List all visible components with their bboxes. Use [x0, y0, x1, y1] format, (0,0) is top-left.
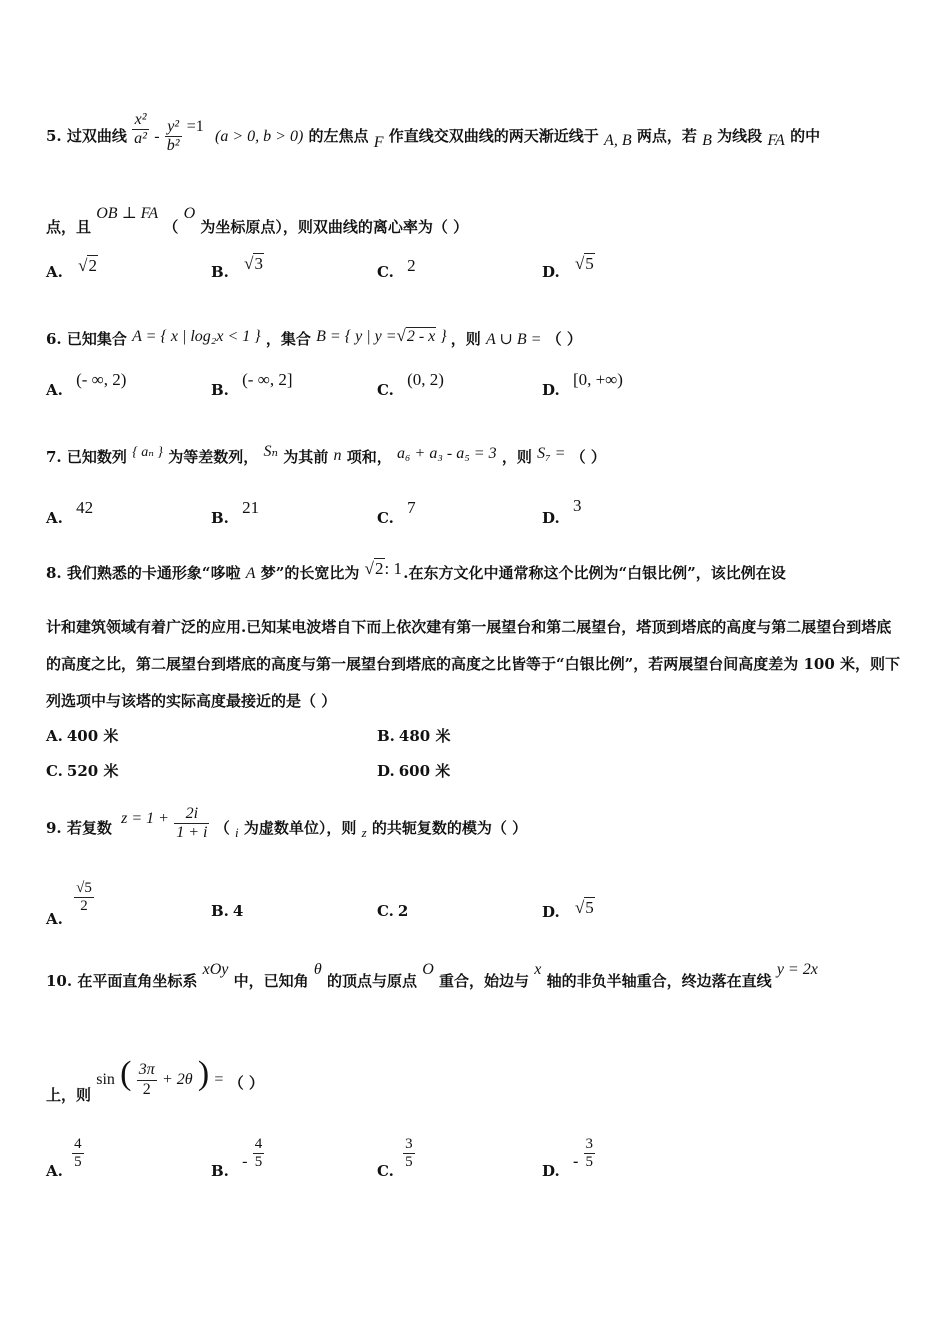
q5-text-3: 作直线交双曲线的两天渐近线于	[388, 126, 599, 145]
q9-text-3: 为虚数单位），则	[243, 818, 357, 837]
q6-option-a[interactable]: A. (- ∞, 2)	[46, 370, 127, 399]
q6-union: A ∪ B =	[485, 331, 542, 348]
q8-option-d[interactable]: D. 600 米	[377, 762, 451, 780]
q10-plus: + 2θ	[161, 1071, 193, 1088]
q8-ratio: √2: 1	[364, 559, 402, 578]
q7-option-a[interactable]: A. 42	[46, 498, 94, 527]
q5-frac-y: $\frac{\text{y²}}{\text{b²}}$	[166, 118, 180, 155]
q10-fraction: $\frac{3\pi}{2}$	[138, 1061, 155, 1098]
q9-option-d[interactable]: D. √5	[542, 898, 594, 921]
q9-option-a[interactable]: A. $\frac{√5}{2}$	[46, 880, 92, 928]
q10-l2-text-2: （ ）	[228, 1074, 264, 1092]
q9-option-c[interactable]: C. 2	[377, 902, 409, 920]
q9-fraction: $\frac{2i}{1 + i}$	[176, 805, 208, 842]
q5-number: 5.	[46, 126, 62, 145]
q7-line1	[46, 443, 606, 467]
q6-set-a: A = { x | log₂x < 1 }	[132, 328, 261, 345]
q5-text-6: 的中	[790, 126, 821, 145]
q5-F: F	[373, 133, 384, 151]
q6-text-1: 已知集合	[66, 330, 127, 348]
q10-text-4: 重合，始边与	[438, 972, 529, 990]
q10-text-3: 的顶点与原点	[326, 972, 417, 990]
q10-line2: 上，则 sin ( $\frac{3\pi}{2}$ + 2θ ) = （ ）	[46, 1055, 264, 1104]
q5-l2-text-2: （	[163, 218, 179, 236]
q9-text-2: （	[214, 818, 230, 837]
q7-text-1: 已知数列	[66, 448, 127, 466]
q5-FA: FA	[767, 131, 785, 149]
q9-text-4: 的共轭复数的模为（ ）	[371, 818, 528, 837]
q7-Sn: Sₙ	[263, 443, 278, 460]
q9-i: i	[234, 824, 239, 840]
q10-text-5: 轴的非负半轴重合，终边落在直线	[546, 972, 772, 990]
q7-text-4: 项和，	[346, 448, 392, 466]
q8-paragraph: 计和建筑领域有着广泛的应用.已知某电波塔自下而上依次建有第一展望台和第二展望台，塔顶到塔底的高度与第二展望台到塔底的高度之比，第二展望台到塔底的高度与第一展望台到塔底的高度之比皆等于“白银比例”，若两展望台间高度差为 100 米，则下列选项中与该塔的实际高度最接近的是（ ）	[46, 618, 901, 710]
q8-option-c[interactable]: C. 520 米	[46, 762, 119, 780]
q5-condition: (a > 0, b > 0)	[215, 127, 304, 145]
q5-AB: A, B	[604, 131, 632, 149]
q8-number: 8.	[46, 564, 62, 582]
q8-text-3: .在东方文化中通常称这个比例为“白银比例”，该比例在设	[403, 564, 786, 582]
q8-A: A	[245, 565, 256, 582]
q7-text-2: 为等差数列，	[168, 448, 259, 466]
q10-x: x	[534, 961, 542, 978]
q8-option-b[interactable]: B. 480 米	[377, 727, 451, 745]
q5-l2-text-1: 点，且	[46, 218, 92, 236]
q7-an: { aₙ }	[132, 445, 164, 460]
q9-line1	[46, 805, 528, 843]
q10-theta: θ	[313, 961, 322, 978]
q10-option-a[interactable]: A. $\frac{4}{5}$	[46, 1136, 82, 1180]
q5-O: O	[183, 205, 196, 222]
q5-eq-rhs: =1	[186, 117, 204, 135]
q5-text-1: 过双曲线	[66, 126, 127, 145]
q7-equation: a₆ + a₃ - a₅ = 3	[396, 445, 497, 462]
q7-option-c[interactable]: C. 7	[377, 498, 416, 527]
q5-l2-text-3: 为坐标原点），则双曲线的离心率为（ ）	[200, 218, 469, 236]
q5-frac-x: $\frac{\text{x²}}{\text{a²}}$	[134, 111, 147, 148]
q6-number: 6.	[46, 330, 62, 348]
q5-option-d[interactable]: D. √5	[542, 254, 594, 281]
q6-line1	[46, 328, 582, 349]
q5-option-c[interactable]: C. 2	[377, 256, 416, 281]
q8-option-a[interactable]: A. 400 米	[46, 727, 119, 745]
q6-text-3: ，则	[450, 330, 481, 348]
q6-text-2: ，集合	[265, 330, 311, 348]
q7-n: n	[333, 447, 342, 464]
q10-option-d[interactable]: D. - $\frac{3}{5}$	[542, 1136, 593, 1180]
q6-option-c[interactable]: C. (0, 2)	[377, 370, 444, 399]
q5-option-a[interactable]: A. √2	[46, 256, 97, 281]
q10-text-2: 中，已知角	[233, 972, 309, 990]
q9-z: z	[361, 824, 367, 840]
q8-line1	[46, 559, 786, 583]
q10-option-b[interactable]: B. - $\frac{4}{5}$	[211, 1136, 263, 1180]
q6-text-4: （ ）	[546, 330, 582, 348]
q5-B: B	[702, 131, 712, 149]
q10-O: O	[422, 961, 434, 978]
q5-text-4: 两点，若	[636, 126, 697, 145]
q10-text-1: 在平面直角坐标系	[77, 972, 198, 990]
q6-option-d[interactable]: D. [0, +∞)	[542, 370, 623, 399]
q9-option-b[interactable]: B. 4	[211, 902, 244, 920]
q8-text-1: 我们熟悉的卡通形象“哆啦	[66, 564, 241, 582]
q6-set-b: B = { y | y =√2 - x }	[316, 326, 447, 345]
q7-option-b[interactable]: B. 21	[211, 498, 260, 527]
q9-z-eq: z = 1 +	[121, 809, 169, 827]
q5-text-2: 的左焦点	[308, 126, 369, 145]
q5-option-b[interactable]: B. √3	[211, 254, 263, 281]
q5-line1: 5. 过双曲线 $\frac{\text{x²}}{\text{a²}}$ - $\frac{\text{y²}}{\text{b²}}$ =1 (a > 0, b > 0) 的左焦点 F 作直线交双曲线的两天渐近线于 A, B 两点，若 B 为线段 FA 的中	[46, 111, 821, 155]
q10-line: y = 2x	[776, 961, 818, 978]
q10-line1	[46, 961, 818, 991]
q5-perp: OB ⊥ FA	[96, 205, 159, 222]
q7-number: 7.	[46, 448, 62, 466]
q10-number: 10.	[46, 972, 73, 990]
q10-l2-text-1: 上，则	[46, 1086, 92, 1104]
q5-line2	[46, 205, 469, 236]
q7-option-d[interactable]: D. 3	[542, 496, 582, 527]
q10-eq: =	[214, 1071, 224, 1088]
q5-text-5: 为线段	[717, 126, 763, 145]
q10-option-c[interactable]: C. $\frac{3}{5}$	[377, 1136, 413, 1180]
q10-xOy: xOy	[202, 961, 229, 978]
q7-text-6: （ ）	[570, 448, 606, 466]
q8-text-2: 梦”的长宽比为	[260, 564, 360, 582]
q10-sin: sin	[96, 1071, 115, 1088]
q7-S7: S₇ =	[537, 445, 566, 462]
q9-number: 9.	[46, 818, 62, 837]
q7-text-5: ，则	[501, 448, 532, 466]
q6-option-b[interactable]: B. (- ∞, 2]	[211, 370, 293, 399]
q9-text-1: 若复数	[66, 818, 112, 837]
q7-text-3: 为其前	[283, 448, 329, 466]
